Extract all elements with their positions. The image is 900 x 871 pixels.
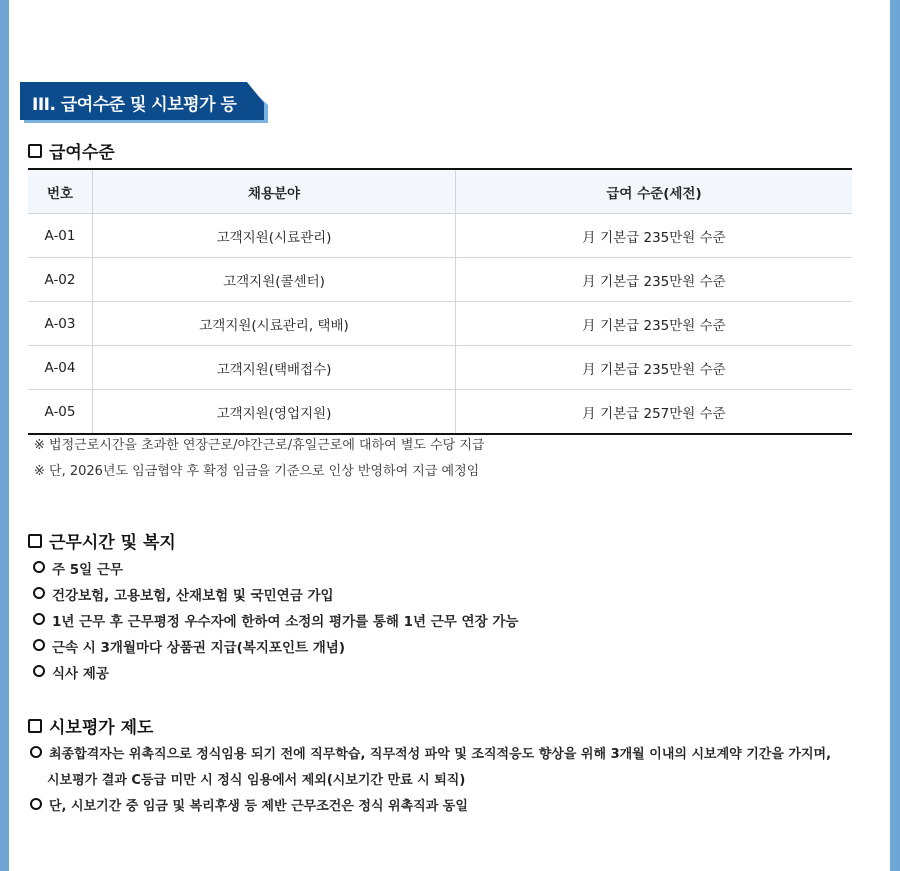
row-salary: 月 기본급 235만원 수준 [456,258,853,302]
square-bullet-icon [28,534,42,548]
list-item [33,558,518,584]
row-number: A-03 [28,302,93,346]
circle-bullet-icon [30,798,42,810]
row-number: A-05 [28,390,93,435]
row-field: 고객지원(택배접수) [93,346,456,390]
list-item [33,662,518,688]
salary-title-text: 급여수준 [49,143,115,163]
section-banner [20,82,270,124]
square-bullet-icon [28,144,42,158]
list-item-text: 최종합격자는 위촉직으로 정식임용 되기 전에 직무학습, 직무적성 파악 및 조직적응도 향상을 위해 3개월 이내의 시보계약 기간을 가지며, [49,747,832,762]
list-item-text: 주 5일 근무 [52,562,123,578]
salary-table [28,168,852,435]
circle-bullet-icon [33,665,45,677]
row-salary: 月 기본급 235만원 수준 [456,214,853,258]
table-row [28,214,852,258]
header-field: 채용분야 [93,169,456,214]
row-field: 고객지원(영업지원) [93,390,456,435]
row-field: 고객지원(시료관리, 택배) [93,302,456,346]
circle-bullet-icon [33,561,45,573]
list-item-text: 1년 근무 후 근무평정 우수자에 한하여 소정의 평가를 통해 1년 근무 연장 가능 [52,614,519,630]
probation-title-text: 시보평가 제도 [49,718,154,738]
row-salary: 月 기본급 257만원 수준 [582,405,726,422]
work-title-text: 근무시간 및 복지 [49,533,176,553]
list-item [30,743,831,769]
list-item [30,795,831,821]
work-section-title [28,528,176,553]
table-row [28,258,852,302]
circle-bullet-icon [33,613,45,625]
list-item-text: 식사 제공 [52,666,109,682]
header-number: 번호 [28,169,93,214]
list-item [33,636,518,662]
list-item [33,584,518,610]
row-number: A-04 [28,346,93,390]
row-field: 고객지원(콜센터) [93,258,456,302]
probation-list [30,743,831,821]
square-bullet-icon [28,719,42,733]
table-header-row [28,169,852,214]
row-number: A-02 [28,258,93,302]
probation-section-title [28,713,153,738]
left-border-bar [0,0,9,871]
note-wage-agreement: ※ 단, 2026년도 임금협약 후 확정 임금을 기준으로 인상 반영하여 지급 예정임 [34,464,480,479]
table-row [28,346,852,390]
table-row [28,302,852,346]
row-number: A-01 [28,214,93,258]
list-item-text: 근속 시 3개월마다 상품권 지급(복지포인트 개념) [52,640,346,656]
salary-section-title [28,138,115,163]
circle-bullet-icon [30,746,42,758]
table-row [28,390,852,435]
list-item-continuation: 시보평가 결과 C등급 미만 시 정식 임용에서 제외(시보기간 만료 시 퇴직) [47,773,466,788]
note-overtime: ※ 법정근로시간을 초과한 연장근로/야간근로/휴일근로에 대하여 별도 수당 지급 [34,438,485,453]
header-salary: 급여 수준(세전) [456,169,853,214]
list-item-text: 단, 시보기간 중 임금 및 복리후생 등 제반 근무조건은 정식 위촉직과 동일 [49,799,468,814]
row-salary: 月 기본급 235만원 수준 [456,346,853,390]
banner-title: III. 급여수준 및 시보평가 등 [32,95,237,115]
salary-notes [34,437,484,489]
row-field: 고객지원(시료관리) [93,214,456,258]
right-border-bar [890,0,900,871]
row-salary: 月 기본급 235만원 수준 [456,302,853,346]
list-item [33,610,518,636]
list-item-text: 건강보험, 고용보험, 산재보험 및 국민연금 가입 [52,588,334,604]
circle-bullet-icon [33,639,45,651]
circle-bullet-icon [33,587,45,599]
work-list [33,558,518,688]
